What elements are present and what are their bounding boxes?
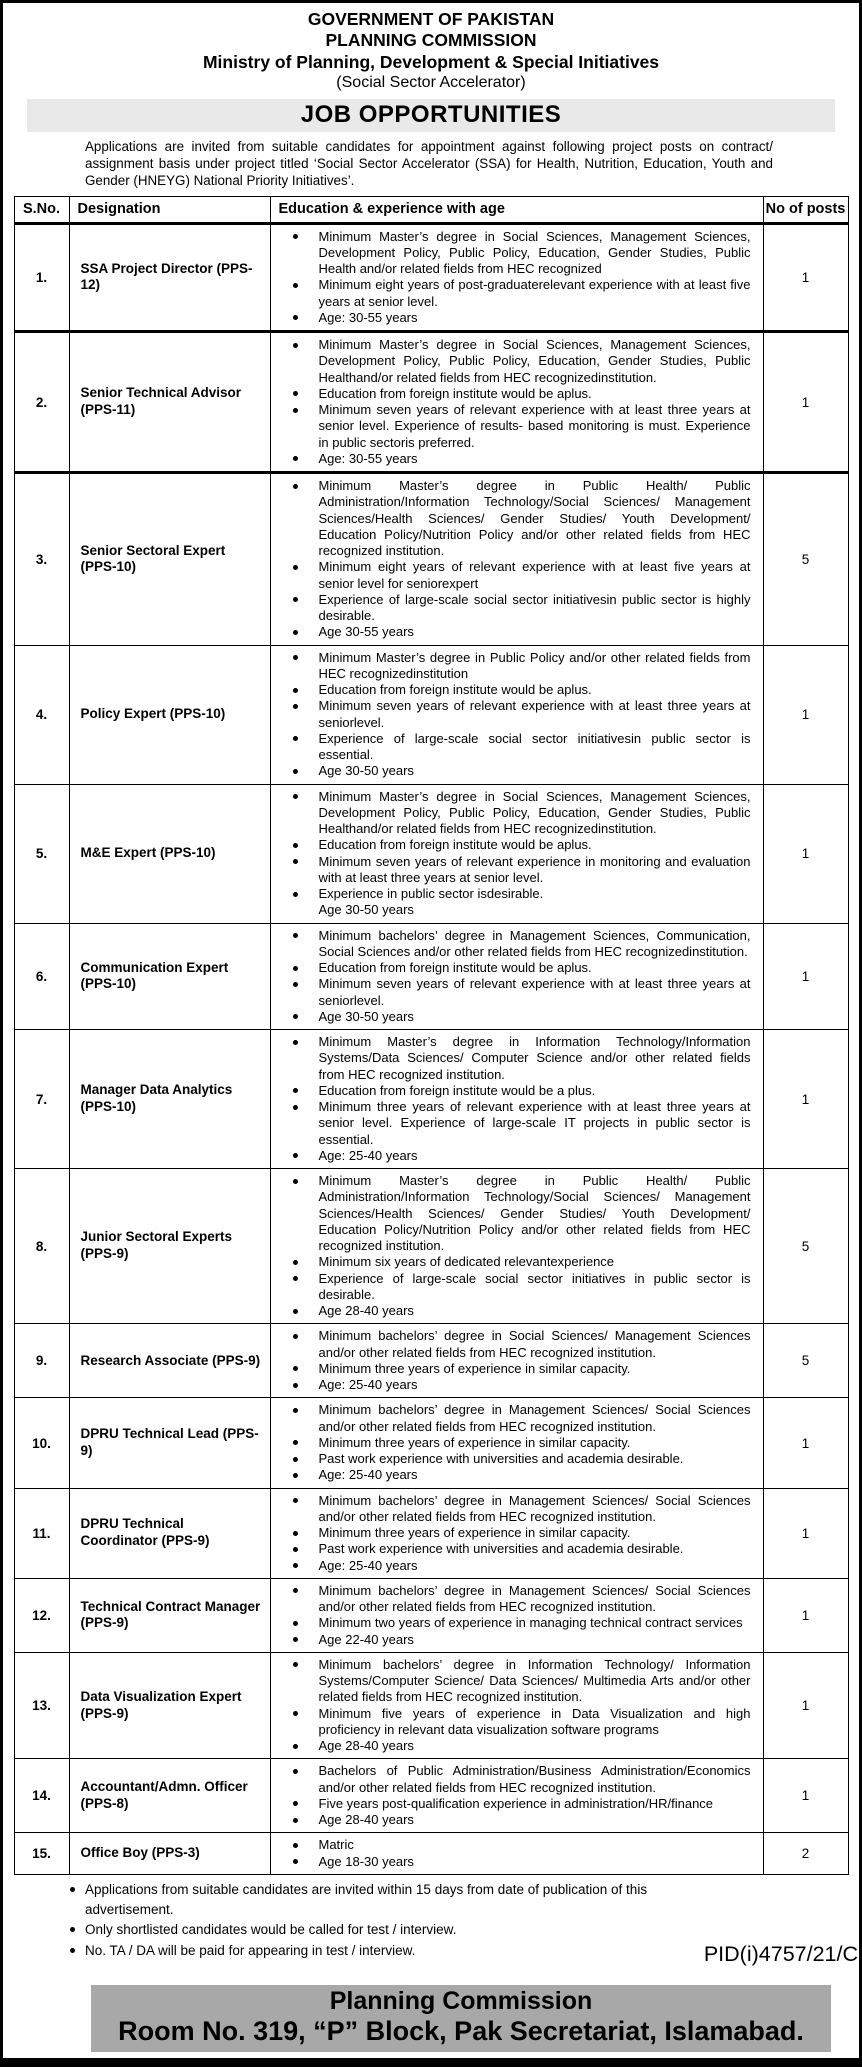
posts-cell: 1 xyxy=(763,223,848,332)
requirement-item: Experience of large-scale social sector initiatives in public sector is desirable. xyxy=(318,1270,751,1302)
posts-cell: 1 xyxy=(763,1652,848,1759)
requirement-item: Bachelors of Public Administration/Business Administration/Economics and/or other related fields from HEC recognized institution. xyxy=(318,1763,751,1795)
requirement-item: Age 30-55 years xyxy=(319,624,751,640)
requirement-item: Minimum Master’s degree in Information Technology/Information Systems/Data Sciences/ Computer Science and/or other related fields from HEC recognized institution. xyxy=(318,1034,751,1082)
designation-cell: Policy Expert (PPS-10) xyxy=(69,645,270,784)
requirement-item: Minimum bachelors’ degree in Social Sciences/ Management Sciences and/or other related fields from HEC recognized institution. xyxy=(318,1328,751,1360)
pid-number: PID(i)4757/21/C xyxy=(703,1941,858,1966)
education-cell xyxy=(270,223,763,332)
table-row xyxy=(14,332,848,473)
requirement-item: Minimum five years of experience in Data Visualization and high proficiency in relevant data visualization software programs xyxy=(318,1705,751,1737)
posts-cell: 1 xyxy=(763,1759,848,1833)
designation-cell: Technical Contract Manager (PPS-9) xyxy=(69,1578,270,1652)
header-row xyxy=(14,197,848,224)
requirement-item: Education from foreign institute would be aplus. xyxy=(319,386,751,402)
requirement-item: Age 28-40 years xyxy=(319,1812,751,1828)
sno-cell: 15. xyxy=(14,1833,69,1875)
footer-org: Planning Commission xyxy=(329,1986,593,2015)
requirement-item: Minimum two years of experience in managing technical contract services xyxy=(319,1615,751,1631)
footer-address: Room No. 319, “P” Block, Pak Secretariat, Islamabad. xyxy=(118,2016,804,2047)
requirements-list xyxy=(271,337,763,467)
note-item: Applications from suitable candidates are invited within 15 days from date of publication of this advertisement. xyxy=(85,1880,709,1921)
sno-cell: 12. xyxy=(14,1578,69,1652)
posts-cell: 1 xyxy=(763,923,848,1030)
education-cell xyxy=(270,1488,763,1578)
posts-cell: 1 xyxy=(763,332,848,473)
requirement-item: Age 18-30 years xyxy=(319,1854,751,1870)
requirement-item: Age: 25-40 years xyxy=(319,1558,751,1574)
requirement-item: Experience of large-scale social sector initiativesin public sector is essential. xyxy=(318,730,751,763)
education-cell xyxy=(270,473,763,646)
requirements-list xyxy=(271,1583,763,1648)
requirement-item: Age 30-50 years xyxy=(319,763,751,779)
note-item: Only shortlisted candidates would be called for test / interview. xyxy=(85,1920,709,1940)
requirements-list xyxy=(271,1402,763,1483)
table-row xyxy=(14,1833,848,1875)
posts-cell: 5 xyxy=(763,473,848,646)
designation-cell: SSA Project Director (PPS-12) xyxy=(69,223,270,332)
education-cell xyxy=(270,1833,763,1875)
requirement-item: Past work experience with universities and academia desirable. xyxy=(319,1541,751,1557)
table-row xyxy=(14,1030,848,1169)
requirements-list xyxy=(271,789,763,919)
jobs-table xyxy=(14,196,849,1875)
education-cell xyxy=(270,1169,763,1324)
sno-cell: 7. xyxy=(14,1030,69,1169)
job-opportunities-banner: JOB OPPORTUNITIES xyxy=(27,99,835,132)
table-row xyxy=(14,1652,848,1759)
requirement-item: Education from foreign institute would be aplus. xyxy=(319,837,751,853)
posts-cell: 5 xyxy=(763,1324,848,1398)
col-header-education: Education & experience with age xyxy=(270,197,763,224)
sno-cell: 14. xyxy=(14,1759,69,1833)
requirements-list xyxy=(271,650,763,780)
table-row xyxy=(14,645,848,784)
requirement-item: Minimum bachelors’ degree in Management Sciences/ Social Sciences and/or other related fields from HEC recognized institution. xyxy=(318,1582,751,1615)
designation-cell: Data Visualization Expert (PPS-9) xyxy=(69,1652,270,1759)
posts-cell: 1 xyxy=(763,645,848,784)
requirement-item: Age 28-40 years xyxy=(319,1303,751,1319)
designation-cell: Senior Technical Advisor (PPS-11) xyxy=(69,332,270,473)
sno-cell: 11. xyxy=(14,1488,69,1578)
requirement-item: Education from foreign institute would be a plus. xyxy=(319,1083,751,1099)
designation-cell: Accountant/Admn. Officer (PPS-8) xyxy=(69,1759,270,1833)
table-row xyxy=(14,223,848,332)
requirement-item: Minimum six years of dedicated relevantexperience xyxy=(319,1254,751,1270)
designation-cell: Office Boy (PPS-3) xyxy=(69,1833,270,1875)
sno-cell: 10. xyxy=(14,1398,69,1488)
requirement-item: Experience of large-scale social sector initiativesin public sector is highly desirable. xyxy=(318,591,751,624)
requirement-item: Minimum seven years of relevant experience with at least three years at seniorlevel. xyxy=(318,698,751,730)
education-cell xyxy=(270,1324,763,1398)
jobs-table-header xyxy=(14,197,848,224)
education-cell xyxy=(270,1398,763,1488)
sno-cell: 5. xyxy=(14,784,69,923)
ministry-title: Ministry of Planning, Development & Special Initiatives xyxy=(202,51,660,72)
sno-cell: 6. xyxy=(14,923,69,1030)
requirement-item: Minimum Master’s degree in Public Policy and/or other related fields from HEC recognizedinstitution xyxy=(318,649,751,681)
government-title: GOVERNMENT OF PAKISTAN xyxy=(307,9,555,29)
col-header-posts: No of posts xyxy=(763,197,848,224)
requirement-item: Minimum Master’s degree in Social Sciences, Management Sciences, Development Policy, Public Policy, Education, Gender Studies, Public Health and/or related fields from HEC recognized xyxy=(318,228,751,277)
requirements-list xyxy=(271,1837,763,1870)
education-cell xyxy=(270,1030,763,1169)
requirement-item: Minimum bachelors’ degree in Information Technology/ Information Systems/Computer Science/ Data Sciences/ Multimedia Arts and/or other related fields from HEC recognized institution. xyxy=(318,1656,751,1705)
posts-cell: 1 xyxy=(763,1488,848,1578)
table-row xyxy=(14,473,848,646)
sno-cell: 9. xyxy=(14,1324,69,1398)
masthead xyxy=(3,3,859,93)
requirement-item: Minimum three years of experience in similar capacity. xyxy=(319,1525,751,1541)
commission-title: PLANNING COMMISSION xyxy=(325,30,537,51)
requirement-item: Matric xyxy=(319,1837,751,1853)
footer-bar xyxy=(91,1985,831,2052)
requirement-item: Age: 30-55 years xyxy=(319,451,751,467)
requirement-item: Minimum Master’s degree in Social Sciences, Management Sciences, Development Policy, Public Policy, Education, Gender Studies, Public Healthand/or related fields from HEC recognizedinstitution. xyxy=(318,337,751,385)
sno-cell: 1. xyxy=(14,223,69,332)
requirement-item: Minimum bachelors’ degree in Management Sciences/ Social Sciences and/or other related fields from HEC recognized institution. xyxy=(318,1402,751,1434)
table-row xyxy=(14,1398,848,1488)
requirement-item: Age 30-50 years xyxy=(319,1009,751,1025)
sno-cell: 13. xyxy=(14,1652,69,1759)
posts-cell: 1 xyxy=(763,1030,848,1169)
requirements-list xyxy=(271,1328,763,1393)
requirement-item: Education from foreign institute would be aplus. xyxy=(319,682,751,698)
education-cell xyxy=(270,332,763,473)
posts-cell: 1 xyxy=(763,1398,848,1488)
col-header-sno: S.No. xyxy=(14,197,69,224)
requirements-list xyxy=(271,1493,763,1574)
education-cell xyxy=(270,645,763,784)
project-subtitle: (Social Sector Accelerator) xyxy=(336,74,526,92)
education-cell xyxy=(270,1652,763,1759)
requirement-item: Minimum seven years of relevant experience with at least three years at seniorlevel. xyxy=(318,976,751,1008)
requirement-item: Minimum three years of relevant experience with at least three years at senior level. Experience of large-scale IT projects in public sector is essential. xyxy=(318,1099,751,1147)
requirement-item: Minimum seven years of relevant experience in monitoring and evaluation with at least three years at senior level. xyxy=(318,853,751,885)
requirements-list xyxy=(271,229,763,327)
requirement-item: Minimum three years of experience in similar capacity. xyxy=(319,1435,751,1451)
requirement-item: Minimum bachelors’ degree in Management Sciences, Communication, Social Sciences and/or other related fields from HEC recognizedinstitution. xyxy=(318,927,751,959)
table-row xyxy=(14,784,848,923)
designation-cell: Senior Sectoral Expert (PPS-10) xyxy=(69,473,270,646)
requirement-item: Five years post-qualification experience in administration/HR/finance xyxy=(319,1796,751,1812)
education-cell xyxy=(270,1578,763,1652)
designation-cell: Research Associate (PPS-9) xyxy=(69,1324,270,1398)
designation-cell: Manager Data Analytics (PPS-10) xyxy=(69,1030,270,1169)
requirements-list xyxy=(271,928,763,1026)
posts-cell: 5 xyxy=(763,1169,848,1324)
requirement-item: Age 22-40 years xyxy=(319,1632,751,1648)
col-header-designation: Designation xyxy=(69,197,270,224)
jobs-table-body xyxy=(14,223,848,1874)
table-row xyxy=(14,1324,848,1398)
sno-cell: 2. xyxy=(14,332,69,473)
designation-cell: Communication Expert (PPS-10) xyxy=(69,923,270,1030)
note-item: No. TA / DA will be paid for appearing in test / interview. xyxy=(85,1941,709,1961)
requirement-item: Age: 25-40 years xyxy=(319,1467,751,1483)
designation-cell: Junior Sectoral Experts (PPS-9) xyxy=(69,1169,270,1324)
requirement-item: Age 28-40 years xyxy=(319,1738,751,1754)
requirement-item: Minimum Master’s degree in Public Health/ Public Administration/Information Technology/Social Sciences/ Management Sciences/Health Sciences/ Gender Studies/ Youth Development/ Education Policy/Nutrition Policy and/or other related fields from HEC recognized institution. xyxy=(318,1173,751,1254)
sno-cell: 4. xyxy=(14,645,69,784)
requirement-item: Minimum Master’s degree in Social Sciences, Management Sciences, Development Policy, Public Policy, Education, Gender Studies, Public Healthand/or related fields from HEC recognizedinstitution. xyxy=(318,788,751,837)
requirement-item: Age 30-50 years xyxy=(318,902,414,918)
designation-cell: DPRU Technical Lead (PPS-9) xyxy=(69,1398,270,1488)
requirements-list xyxy=(271,1173,763,1319)
table-row xyxy=(14,1488,848,1578)
designation-cell: DPRU Technical Coordinator (PPS-9) xyxy=(69,1488,270,1578)
requirement-item: Experience in public sector isdesirable. xyxy=(319,886,751,902)
table-row xyxy=(14,1759,848,1833)
requirements-list xyxy=(271,1657,763,1755)
table-row xyxy=(14,1169,848,1324)
requirement-item: Education from foreign institute would be aplus. xyxy=(319,960,751,976)
requirement-item: Minimum bachelors’ degree in Management Sciences/ Social Sciences and/or other related fields from HEC recognized institution. xyxy=(318,1492,751,1524)
requirement-item: Age: 30-55 years xyxy=(319,310,751,326)
requirement-item: Past work experience with universities and academia desirable. xyxy=(319,1451,751,1467)
requirement-item: Minimum seven years of relevant experience with at least three years at senior level. Experience of results- based monitoring is must. Experience in public sectoris preferred. xyxy=(318,402,751,450)
requirement-item: Minimum three years of experience in similar capacity. xyxy=(319,1361,751,1377)
sno-cell: 8. xyxy=(14,1169,69,1324)
education-cell xyxy=(270,1759,763,1833)
designation-cell: M&E Expert (PPS-10) xyxy=(69,784,270,923)
education-cell xyxy=(270,784,763,923)
education-cell xyxy=(270,923,763,1030)
requirements-list xyxy=(271,1763,763,1828)
table-row xyxy=(14,923,848,1030)
posts-cell: 1 xyxy=(763,784,848,923)
intro-paragraph: Applications are invited from suitable candidates for appointment against following project posts on contract/ assignment basis under project titled ‘Social Sector Accelerator (SSA) for Health, Nutrition, Education, Youth and Gender (HNEYG) National Priority Initiatives’. xyxy=(85,138,773,188)
requirements-list xyxy=(271,478,763,641)
table-row xyxy=(14,1578,848,1652)
requirements-list xyxy=(271,1034,763,1164)
requirement-item: Minimum eight years of post-graduaterelevant experience with at least five years at senior level. xyxy=(318,277,751,309)
notes-section xyxy=(3,1875,859,1966)
requirement-item: Minimum Master’s degree in Public Health/ Public Administration/Information Technology/Social Sciences/ Management Sciences/Health Sciences/ Gender Studies/ Youth Development/ Education Policy/Nutrition Policy and/or other related fields from HEC recognized institution. xyxy=(318,478,751,559)
requirement-item: Age: 25-40 years xyxy=(319,1148,751,1164)
posts-cell: 2 xyxy=(763,1833,848,1875)
sno-cell: 3. xyxy=(14,473,69,646)
requirement-item: Age: 25-40 years xyxy=(319,1377,751,1393)
requirement-item: Minimum eight years of relevant experience with at least five years at senior level for seniorexpert xyxy=(318,559,751,591)
posts-cell: 1 xyxy=(763,1578,848,1652)
